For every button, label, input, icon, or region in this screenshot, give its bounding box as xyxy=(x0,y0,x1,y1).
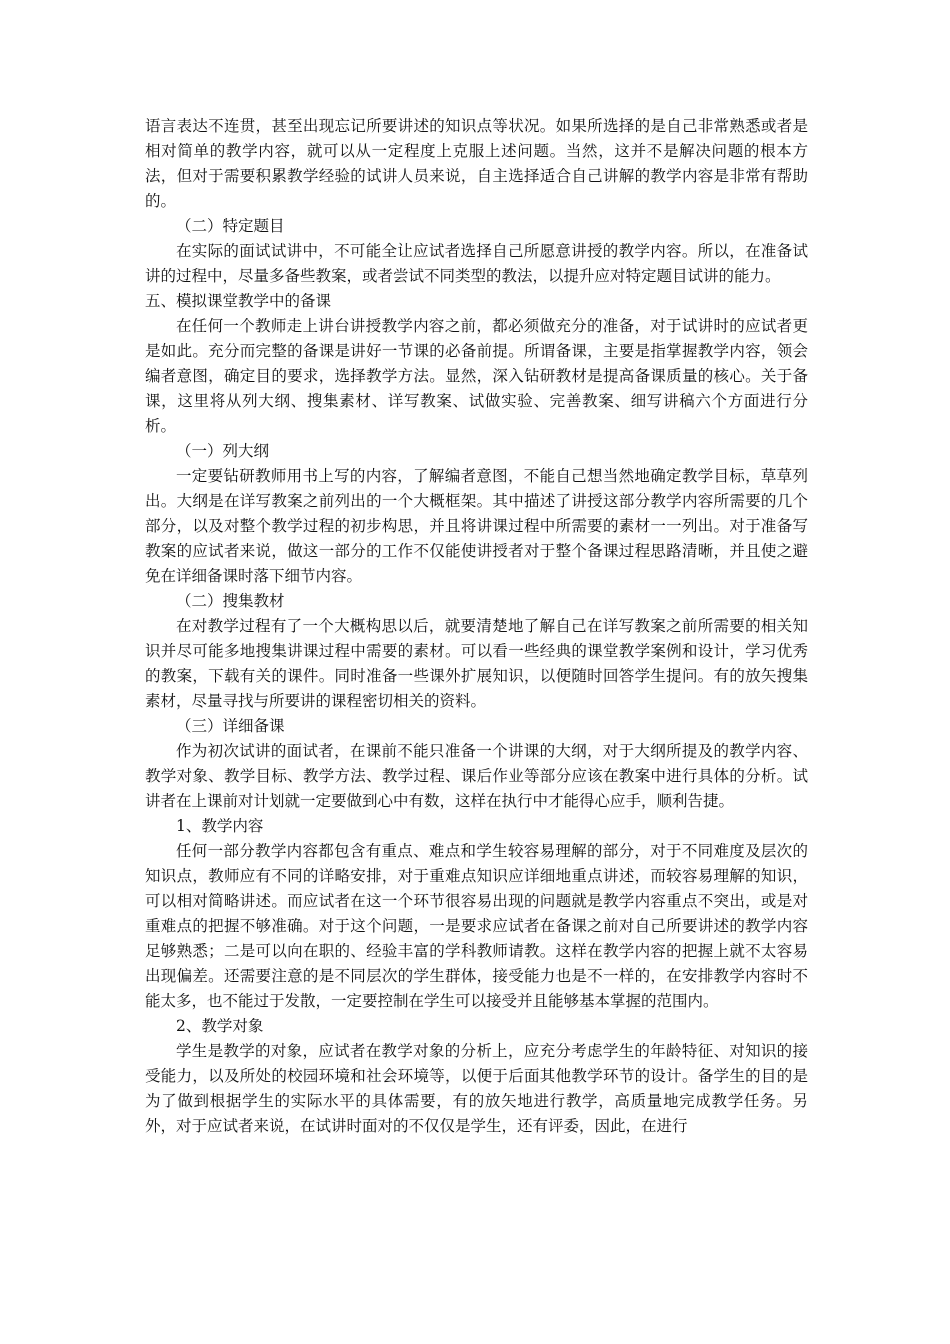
document-page xyxy=(145,114,808,1139)
section-heading: （二）特定题目 xyxy=(176,217,285,235)
section-heading: （二）搜集教材 xyxy=(176,592,285,610)
paragraph: 任何一部分教学内容都包含有重点、难点和学生较容易理解的部分，对于不同难度及层次的知识点，教师应有不同的详略安排，对于重难点知识应详细地重点讲述，而较容易理解的知识，可以相对简略讲述。而应试者在这一个环节很容易出现的问题就是教学内容重点不突出，或是对重难点的把握不够准确。对于这个问题，一是要求应试者在备课之前对自己所要讲述的教学内容足够熟悉；二是可以向在职的、经验丰富的学科教师请教。这样在教学内容的把握上就不太容易出现偏差。还需要注意的是不同层次的学生群体，接受能力也是不一样的，在安排教学内容时不能太多，也不能过于发散，一定要控制在学生可以接受并且能够基本掌握的范围内。 xyxy=(145,842,808,1010)
paragraph: 在任何一个教师走上讲台讲授教学内容之前，都必须做充分的准备，对于试讲时的应试者更是如此。充分而完整的备课是讲好一节课的必备前提。所谓备课，主要是指掌握教学内容，领会编者意图，确定目的要求，选择教学方法。显然，深入钻研教材是提高备课质量的核心。关于备课，这里将从列大纲、搜集素材、详写教案、试做实验、完善教案、细写讲稿六个方面进行分析。 xyxy=(145,317,808,435)
paragraph: 一定要钻研教师用书上写的内容，了解编者意图，不能自己想当然地确定教学目标，草草列出。大纲是在详写教案之前列出的一个大概框架。其中描述了讲授这部分教学内容所需要的几个部分，以及对整个教学过程的初步构思，并且将讲课过程中所需要的素材一一列出。对于准备写教案的应试者来说，做这一部分的工作不仅能使讲授者对于整个备课过程思路清晰，并且使之避免在详细备课时落下细节内容。 xyxy=(145,467,808,585)
paragraph: 作为初次试讲的面试者，在课前不能只准备一个讲课的大纲，对于大纲所提及的教学内容、教学对象、教学目标、教学方法、教学过程、课后作业等部分应该在教案中进行具体的分析。试讲者在上课前对计划就一定要做到心中有数，这样在执行中才能得心应手，顺利告捷。 xyxy=(145,742,808,810)
subsection-heading: 2、教学对象 xyxy=(176,1017,264,1035)
paragraph: 在对教学过程有了一个大概构思以后，就要清楚地了解自己在详写教案之前所需要的相关知识并尽可能多地搜集讲课过程中需要的素材。可以看一些经典的课堂教学案例和设计，学习优秀的教案，下载有关的课件。同时准备一些课外扩展知识，以便随时回答学生提问。有的放矢搜集素材，尽量寻找与所要讲的课程密切相关的资料。 xyxy=(145,617,808,710)
paragraph: 学生是教学的对象，应试者在教学对象的分析上，应充分考虑学生的年龄特征、对知识的接受能力，以及所处的校园环境和社会环境等，以便于后面其他教学环节的设计。备学生的目的是为了做到根据学生的实际水平的具体需要，有的放矢地进行教学，高质量地完成教学任务。另外，对于应试者来说，在试讲时面对的不仅仅是学生，还有评委，因此，在进行 xyxy=(145,1042,808,1135)
section-heading: （一）列大纲 xyxy=(176,442,270,460)
chapter-heading: 五、模拟课堂教学中的备课 xyxy=(145,292,332,310)
paragraph: 在实际的面试试讲中，不可能全让应试者选择自己所愿意讲授的教学内容。所以，在准备试讲的过程中，尽量多备些教案，或者尝试不同类型的教法，以提升应对特定题目试讲的能力。 xyxy=(145,242,808,285)
subsection-heading: 1、教学内容 xyxy=(176,817,264,835)
section-heading: （三）详细备课 xyxy=(176,717,285,735)
paragraph: 语言表达不连贯，甚至出现忘记所要讲述的知识点等状况。如果所选择的是自己非常熟悉或者是相对简单的教学内容，就可以从一定程度上克服上述问题。当然，这并不是解决问题的根本方法，但对于需要积累教学经验的试讲人员来说，自主选择适合自己讲解的教学内容是非常有帮助的。 xyxy=(145,117,808,210)
